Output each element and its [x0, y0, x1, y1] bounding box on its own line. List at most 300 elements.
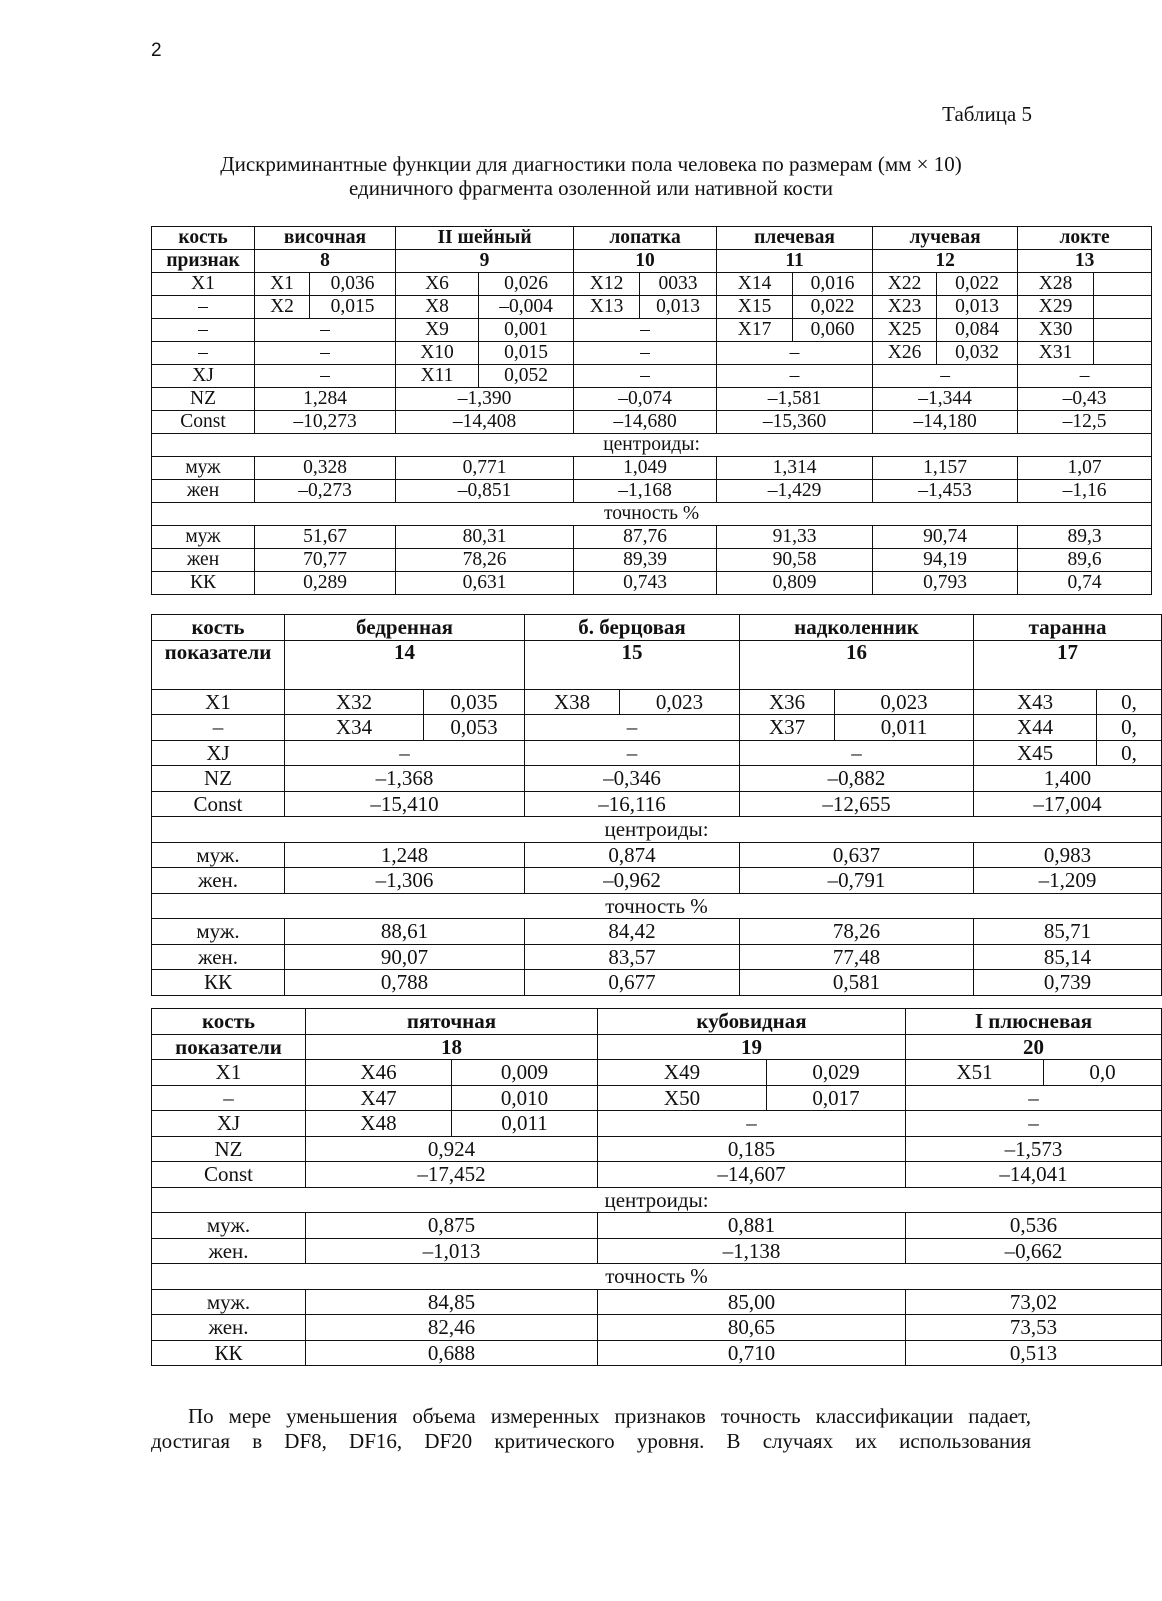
table-cell: 1,049 — [574, 457, 717, 480]
table-cell: –1,168 — [574, 480, 717, 503]
table-cell: – — [255, 342, 396, 365]
table-cell: 0,022 — [937, 273, 1018, 296]
table-row — [152, 342, 1152, 365]
table-row — [152, 457, 1152, 480]
paragraph-line-2: достигая в DF8, DF16, DF20 критического уровня. В случаях их использования — [151, 1429, 1031, 1453]
table-cell: Const — [152, 1162, 306, 1188]
table-cell: – — [285, 740, 525, 766]
table-cell: 0,185 — [598, 1136, 906, 1162]
table-row — [152, 480, 1152, 503]
table-cell: –14,408 — [396, 411, 574, 434]
table-cell: 0,874 — [525, 842, 740, 868]
table-cell: X25 — [873, 319, 937, 342]
table-cell: 1,07 — [1018, 457, 1152, 480]
table-row — [152, 1289, 1162, 1315]
table-row — [152, 944, 1162, 970]
table-cell: 0,983 — [974, 842, 1162, 868]
table-cell: –1,368 — [285, 766, 525, 792]
table-cell: Const — [152, 791, 285, 817]
table-cell: 0,74 — [1018, 572, 1152, 595]
table-cell — [1094, 273, 1152, 296]
table-row — [152, 640, 1162, 689]
table-row — [152, 893, 1162, 919]
table-cell: 15 — [525, 640, 740, 689]
table-row — [152, 273, 1152, 296]
table-cell: X45 — [974, 740, 1097, 766]
table-cell: –0,004 — [479, 296, 574, 319]
table-cell: –15,360 — [717, 411, 873, 434]
table-cell: показатели — [152, 1034, 306, 1060]
table-cell: –1,453 — [873, 480, 1018, 503]
table-cell: 87,76 — [574, 526, 717, 549]
table-cell: 80,31 — [396, 526, 574, 549]
table-row — [152, 250, 1152, 273]
table-cell: 1,284 — [255, 388, 396, 411]
table-cell: плечевая — [717, 227, 873, 250]
table-cell: 0,013 — [937, 296, 1018, 319]
table-row — [152, 434, 1152, 457]
table-cell: – — [152, 715, 285, 741]
table-cell: X12 — [574, 273, 640, 296]
table-cell: – — [717, 365, 873, 388]
table-cell: жен. — [152, 868, 285, 894]
table-cell: 0,809 — [717, 572, 873, 595]
table-cell: б. берцовая — [525, 615, 740, 641]
table-cell: 0033 — [640, 273, 717, 296]
table-cell: жен — [152, 480, 255, 503]
table-row — [152, 791, 1162, 817]
table-cell: 90,74 — [873, 526, 1018, 549]
table-cell: муж. — [152, 919, 285, 945]
table-cell: X44 — [974, 715, 1097, 741]
table-3 — [151, 1008, 1162, 1366]
table-cell: 0,016 — [793, 273, 873, 296]
table-row — [152, 1238, 1162, 1264]
table-cell: 1,157 — [873, 457, 1018, 480]
table-cell: 0,771 — [396, 457, 574, 480]
table-cell: 0,022 — [793, 296, 873, 319]
table-cell: 8 — [255, 250, 396, 273]
table-cell: 0,052 — [479, 365, 574, 388]
table-cell: 90,58 — [717, 549, 873, 572]
table-row — [152, 817, 1162, 843]
table-cell: муж. — [152, 842, 285, 868]
table-cell: 9 — [396, 250, 574, 273]
table-cell: – — [740, 740, 974, 766]
table-cell: –0,074 — [574, 388, 717, 411]
table-cell: –14,180 — [873, 411, 1018, 434]
table-cell: 0,001 — [479, 319, 574, 342]
table-cell: пяточная — [306, 1009, 598, 1035]
table-cell: –15,410 — [285, 791, 525, 817]
table-cell: 0,023 — [620, 689, 740, 715]
table-row — [152, 1009, 1162, 1035]
table-cell: 0,743 — [574, 572, 717, 595]
table-cell: кость — [152, 1009, 306, 1035]
section-header-accuracy: точность % — [152, 1264, 1162, 1290]
table-cell — [1094, 319, 1152, 342]
table-cell: 16 — [740, 640, 974, 689]
table-cell: височная — [255, 227, 396, 250]
table-caption: Таблица 5 — [942, 102, 1032, 126]
table-row — [152, 970, 1162, 996]
table-row — [152, 388, 1152, 411]
table-cell: 0,581 — [740, 970, 974, 996]
table-row — [152, 740, 1162, 766]
table-cell: – — [152, 1085, 306, 1111]
table-cell: X9 — [396, 319, 479, 342]
table-cell: 0,010 — [452, 1085, 598, 1111]
table-cell: 0,023 — [835, 689, 974, 715]
table-cell: 70,77 — [255, 549, 396, 572]
table-cell: X1 — [152, 273, 255, 296]
table-2 — [151, 614, 1162, 996]
table-cell: 84,85 — [306, 1289, 598, 1315]
table-cell: надколенник — [740, 615, 974, 641]
table-cell: 0,084 — [937, 319, 1018, 342]
table-cell: –0,851 — [396, 480, 574, 503]
table-cell: лопатка — [574, 227, 717, 250]
table-row — [152, 766, 1162, 792]
table-cell: 10 — [574, 250, 717, 273]
table-cell: 0,739 — [974, 970, 1162, 996]
table-cell: муж. — [152, 1289, 306, 1315]
table-cell: 89,39 — [574, 549, 717, 572]
table-cell: Const — [152, 411, 255, 434]
table-cell: 14 — [285, 640, 525, 689]
table-cell: 0,677 — [525, 970, 740, 996]
table-cell: муж — [152, 457, 255, 480]
table-cell: –1,209 — [974, 868, 1162, 894]
table-cell: – — [574, 342, 717, 365]
table-cell: –1,344 — [873, 388, 1018, 411]
table-cell: –1,306 — [285, 868, 525, 894]
table-cell: – — [152, 342, 255, 365]
table-row — [152, 868, 1162, 894]
table-cell: X15 — [717, 296, 793, 319]
table-row — [152, 615, 1162, 641]
table-cell: 20 — [906, 1034, 1162, 1060]
table-cell: X34 — [285, 715, 424, 741]
table-cell: 51,67 — [255, 526, 396, 549]
table-cell: жен. — [152, 1315, 306, 1341]
table-row — [152, 319, 1152, 342]
table-row — [152, 1187, 1162, 1213]
table-row — [152, 365, 1152, 388]
table-cell: X1 — [152, 1060, 306, 1086]
table-cell: – — [525, 715, 740, 741]
table-cell: 0,875 — [306, 1213, 598, 1239]
table-cell: 0,013 — [640, 296, 717, 319]
table-row — [152, 1264, 1162, 1290]
table-cell: I плюсневая — [906, 1009, 1162, 1035]
table-row — [152, 549, 1152, 572]
table-cell: X32 — [285, 689, 424, 715]
table-cell: 0,011 — [452, 1111, 598, 1137]
table-cell: – — [873, 365, 1018, 388]
table-cell: X8 — [396, 296, 479, 319]
table-cell: X23 — [873, 296, 937, 319]
table-cell: X29 — [1018, 296, 1094, 319]
table-cell: 80,65 — [598, 1315, 906, 1341]
table-row — [152, 842, 1162, 868]
table-cell: 0,053 — [424, 715, 525, 741]
table-cell: –14,680 — [574, 411, 717, 434]
table-1 — [151, 226, 1152, 595]
table-cell: 0,017 — [767, 1085, 906, 1111]
table-cell: 19 — [598, 1034, 906, 1060]
table-row — [152, 1034, 1162, 1060]
table-cell: – — [574, 365, 717, 388]
table-cell: –1,573 — [906, 1136, 1162, 1162]
table-cell: лучевая — [873, 227, 1018, 250]
table-cell: 73,02 — [906, 1289, 1162, 1315]
table-cell: X17 — [717, 319, 793, 342]
table-title — [151, 152, 1031, 200]
table-cell: NZ — [152, 766, 285, 792]
table-cell: 0,881 — [598, 1213, 906, 1239]
table-cell: 1,248 — [285, 842, 525, 868]
table-row — [152, 526, 1152, 549]
table-cell: – — [525, 740, 740, 766]
table-cell: X31 — [1018, 342, 1094, 365]
table-cell: XJ — [152, 740, 285, 766]
table-cell: –1,429 — [717, 480, 873, 503]
table-title-line-2: единичного фрагмента озоленной или нативной кости — [348, 176, 834, 200]
table-cell: кубовидная — [598, 1009, 906, 1035]
table-cell: X46 — [306, 1060, 452, 1086]
table-row — [152, 1111, 1162, 1137]
table-row — [152, 1213, 1162, 1239]
table-cell: 85,14 — [974, 944, 1162, 970]
table-cell: 0,015 — [479, 342, 574, 365]
table-cell: X10 — [396, 342, 479, 365]
table-cell: кость — [152, 227, 255, 250]
table-row — [152, 919, 1162, 945]
table-cell: КК — [152, 970, 285, 996]
table-cell: 0,0 — [1044, 1060, 1162, 1086]
table-cell: – — [717, 342, 873, 365]
table-cell: –17,452 — [306, 1162, 598, 1188]
table-cell: –0,273 — [255, 480, 396, 503]
table-row — [152, 503, 1152, 526]
table-cell: – — [255, 365, 396, 388]
table-cell: X11 — [396, 365, 479, 388]
table-row — [152, 1085, 1162, 1111]
table-cell: 90,07 — [285, 944, 525, 970]
table-cell: X43 — [974, 689, 1097, 715]
table-title-line-1: Дискриминантные функции для диагностики пола человека по размерам (мм × 10) — [220, 152, 962, 176]
table-cell: –1,390 — [396, 388, 574, 411]
table-cell: 0,029 — [767, 1060, 906, 1086]
table-cell: –1,581 — [717, 388, 873, 411]
table-cell: 88,61 — [285, 919, 525, 945]
table-cell: 94,19 — [873, 549, 1018, 572]
table-cell: X30 — [1018, 319, 1094, 342]
table-cell: –14,041 — [906, 1162, 1162, 1188]
table-cell: муж — [152, 526, 255, 549]
table-cell: 0,328 — [255, 457, 396, 480]
table-cell: 0,026 — [479, 273, 574, 296]
table-cell: –0,346 — [525, 766, 740, 792]
table-cell: 0,015 — [310, 296, 396, 319]
table-cell: X22 — [873, 273, 937, 296]
table-cell: XJ — [152, 365, 255, 388]
table-cell: –14,607 — [598, 1162, 906, 1188]
table-cell: 78,26 — [396, 549, 574, 572]
table-cell: X2 — [255, 296, 310, 319]
table-cell: 0,009 — [452, 1060, 598, 1086]
table-cell: 0,011 — [835, 715, 974, 741]
table-cell: –16,116 — [525, 791, 740, 817]
table-cell: NZ — [152, 388, 255, 411]
table-cell: 73,53 — [906, 1315, 1162, 1341]
table-cell: КК — [152, 572, 255, 595]
table-cell: 1,314 — [717, 457, 873, 480]
section-header-accuracy: точность % — [152, 503, 1152, 526]
table-cell: 0,793 — [873, 572, 1018, 595]
table-cell: 0,032 — [937, 342, 1018, 365]
table-row — [152, 1136, 1162, 1162]
table-cell: жен — [152, 549, 255, 572]
table-cell: X51 — [906, 1060, 1044, 1086]
table-cell: XJ — [152, 1111, 306, 1137]
table-cell: 89,3 — [1018, 526, 1152, 549]
table-cell: –0,882 — [740, 766, 974, 792]
table-cell: 85,71 — [974, 919, 1162, 945]
table-cell: 11 — [717, 250, 873, 273]
table-row — [152, 572, 1152, 595]
table-row — [152, 1340, 1162, 1366]
table-cell: бедренная — [285, 615, 525, 641]
section-header-accuracy: точность % — [152, 893, 1162, 919]
table-cell: X1 — [255, 273, 310, 296]
table-cell: X13 — [574, 296, 640, 319]
section-header-centroids: центроиды: — [152, 1187, 1162, 1213]
table-cell: –12,655 — [740, 791, 974, 817]
table-cell: признак — [152, 250, 255, 273]
table-cell: X49 — [598, 1060, 767, 1086]
table-cell: – — [152, 296, 255, 319]
table-cell: X50 — [598, 1085, 767, 1111]
table-cell: – — [598, 1111, 906, 1137]
table-cell: – — [906, 1111, 1162, 1137]
table-cell: 83,57 — [525, 944, 740, 970]
table-cell: –0,962 — [525, 868, 740, 894]
table-row — [152, 715, 1162, 741]
table-cell: КК — [152, 1340, 306, 1366]
table-cell: 13 — [1018, 250, 1152, 273]
table-cell: NZ — [152, 1136, 306, 1162]
table-cell: – — [574, 319, 717, 342]
table-cell: 0, — [1097, 689, 1162, 715]
table-cell: муж. — [152, 1213, 306, 1239]
table-cell: 17 — [974, 640, 1162, 689]
section-header-centroids: центроиды: — [152, 434, 1152, 457]
table-cell: –0,791 — [740, 868, 974, 894]
table-cell: –1,138 — [598, 1238, 906, 1264]
table-cell: X48 — [306, 1111, 452, 1137]
table-cell: 78,26 — [740, 919, 974, 945]
table-cell: 0,710 — [598, 1340, 906, 1366]
table-cell: –0,662 — [906, 1238, 1162, 1264]
table-cell: 12 — [873, 250, 1018, 273]
table-cell: 0,637 — [740, 842, 974, 868]
table-cell: – — [152, 319, 255, 342]
table-cell: X47 — [306, 1085, 452, 1111]
table-cell: – — [906, 1085, 1162, 1111]
table-cell: 1,400 — [974, 766, 1162, 792]
table-cell: –17,004 — [974, 791, 1162, 817]
table-cell: –1,16 — [1018, 480, 1152, 503]
table-cell: – — [1018, 365, 1152, 388]
table-cell: 0,036 — [310, 273, 396, 296]
table-cell: –10,273 — [255, 411, 396, 434]
table-cell: X28 — [1018, 273, 1094, 296]
table-cell: 0,060 — [793, 319, 873, 342]
table-cell: X37 — [740, 715, 835, 741]
table-row — [152, 1060, 1162, 1086]
table-cell: X14 — [717, 273, 793, 296]
table-row — [152, 689, 1162, 715]
table-row — [152, 227, 1152, 250]
table-row — [152, 1315, 1162, 1341]
body-paragraph — [151, 1404, 1031, 1454]
table-cell: – — [255, 319, 396, 342]
table-row — [152, 1162, 1162, 1188]
table-cell: 84,42 — [525, 919, 740, 945]
table-cell: 0,035 — [424, 689, 525, 715]
table-cell: 0,513 — [906, 1340, 1162, 1366]
table-cell: жен. — [152, 944, 285, 970]
table-cell: X1 — [152, 689, 285, 715]
table-cell: 0,631 — [396, 572, 574, 595]
table-row — [152, 296, 1152, 319]
table-cell: X38 — [525, 689, 620, 715]
table-cell: локте — [1018, 227, 1152, 250]
table-cell: кость — [152, 615, 285, 641]
table-cell: 0,536 — [906, 1213, 1162, 1239]
table-cell: 0,924 — [306, 1136, 598, 1162]
table-cell: показатели — [152, 640, 285, 689]
table-row — [152, 411, 1152, 434]
table-cell — [1094, 296, 1152, 319]
table-cell: 82,46 — [306, 1315, 598, 1341]
table-cell: X36 — [740, 689, 835, 715]
table-cell: 0,289 — [255, 572, 396, 595]
table-cell: 91,33 — [717, 526, 873, 549]
table-cell: –1,013 — [306, 1238, 598, 1264]
paragraph-line-1: По мере уменьшения объема измеренных признаков точность классификации падает, — [188, 1404, 1031, 1428]
table-cell: таранна — [974, 615, 1162, 641]
table-cell — [1094, 342, 1152, 365]
table-cell: жен. — [152, 1238, 306, 1264]
table-cell: 0,688 — [306, 1340, 598, 1366]
table-cell: 77,48 — [740, 944, 974, 970]
section-header-centroids: центроиды: — [152, 817, 1162, 843]
page-number: 2 — [151, 40, 162, 61]
table-cell: 0, — [1097, 715, 1162, 741]
table-cell: 0, — [1097, 740, 1162, 766]
table-cell: 18 — [306, 1034, 598, 1060]
table-cell: X26 — [873, 342, 937, 365]
table-cell: 85,00 — [598, 1289, 906, 1315]
table-cell: –12,5 — [1018, 411, 1152, 434]
table-cell: –0,43 — [1018, 388, 1152, 411]
table-cell: X6 — [396, 273, 479, 296]
table-cell: II шейный — [396, 227, 574, 250]
table-cell: 0,788 — [285, 970, 525, 996]
